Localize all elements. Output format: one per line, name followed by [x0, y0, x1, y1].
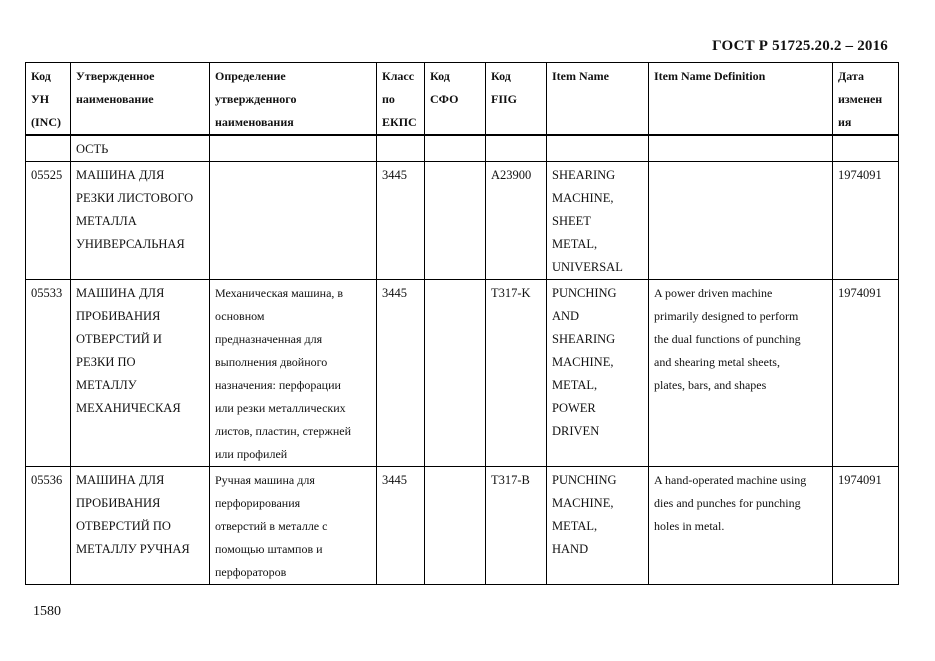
document-standard-header: ГОСТ Р 51725.20.2 – 2016: [712, 38, 888, 54]
cell-approved-name: МАШИНА ДЛЯ ПРОБИВАНИЯ ОТВЕРСТИЙ И РЕЗКИ ПО МЕТАЛЛУ МЕХАНИЧЕСКАЯ: [71, 280, 210, 467]
cell-fiig: T317-B: [486, 467, 547, 585]
cell-inc: [26, 135, 71, 162]
table-row-continuation: [26, 135, 899, 162]
table-row: [26, 467, 899, 585]
cell-ekps: 3445: [377, 467, 425, 585]
cell-definition: [210, 135, 377, 162]
table-row: [26, 162, 899, 280]
cell-item-name: PUNCHING MACHINE, METAL, HAND: [547, 467, 649, 585]
column-header-change-date: Дата изменен ия: [833, 63, 899, 136]
cell-item-definition: [649, 162, 833, 280]
cell-item-name: SHEARING MACHINE, SHEET METAL, UNIVERSAL: [547, 162, 649, 280]
cell-item-name: PUNCHING AND SHEARING MACHINE, METAL, POWER DRIVEN: [547, 280, 649, 467]
cell-inc: 05525: [26, 162, 71, 280]
cell-ekps: [377, 135, 425, 162]
cell-sfo: [425, 280, 486, 467]
cell-definition: [210, 162, 377, 280]
column-header-sfo-code: Код СФО: [425, 63, 486, 136]
column-header-approved-name: Утвержденное наименование: [71, 63, 210, 136]
column-header-item-name: Item Name: [547, 63, 649, 136]
cell-inc: 05533: [26, 280, 71, 467]
cell-date: 1974091: [833, 280, 899, 467]
column-header-inc: Код УН (INC): [26, 63, 71, 136]
cell-fiig: A23900: [486, 162, 547, 280]
cell-sfo: [425, 135, 486, 162]
cell-item-definition: A hand-operated machine using dies and punches for punching holes in metal.: [649, 467, 833, 585]
column-header-definition: Определение утвержденного наименования: [210, 63, 377, 136]
cell-ekps: 3445: [377, 162, 425, 280]
cell-approved-name: МАШИНА ДЛЯ РЕЗКИ ЛИСТОВОГО МЕТАЛЛА УНИВЕРСАЛЬНАЯ: [71, 162, 210, 280]
cell-item-definition: A power driven machine primarily designed to perform the dual functions of punching and shearing metal sheets, plates, bars, and shapes: [649, 280, 833, 467]
table-row: [26, 280, 899, 467]
cell-fiig: [486, 135, 547, 162]
cell-date: [833, 135, 899, 162]
column-header-fiig-code: Код FIIG: [486, 63, 547, 136]
cell-date: 1974091: [833, 162, 899, 280]
classification-table: [25, 62, 899, 585]
cell-date: 1974091: [833, 467, 899, 585]
cell-item-definition: [649, 135, 833, 162]
column-header-ekps-class: Класс по ЕКПС: [377, 63, 425, 136]
cell-approved-name: ОСТЬ: [71, 135, 210, 162]
page-number: 1580: [33, 604, 61, 619]
cell-fiig: T317-K: [486, 280, 547, 467]
cell-inc: 05536: [26, 467, 71, 585]
column-header-item-name-definition: Item Name Definition: [649, 63, 833, 136]
cell-definition: Ручная машина для перфорирования отверстий в металле с помощью штампов и перфораторов: [210, 467, 377, 585]
cell-item-name: [547, 135, 649, 162]
cell-approved-name: МАШИНА ДЛЯ ПРОБИВАНИЯ ОТВЕРСТИЙ ПО МЕТАЛЛУ РУЧНАЯ: [71, 467, 210, 585]
cell-definition: Механическая машина, в основном предназначенная для выполнения двойного назначения: перфорации или резки металлических листов, пластин, стержней или профилей: [210, 280, 377, 467]
cell-sfo: [425, 162, 486, 280]
cell-ekps: 3445: [377, 280, 425, 467]
table-header-row: [26, 63, 899, 136]
cell-sfo: [425, 467, 486, 585]
